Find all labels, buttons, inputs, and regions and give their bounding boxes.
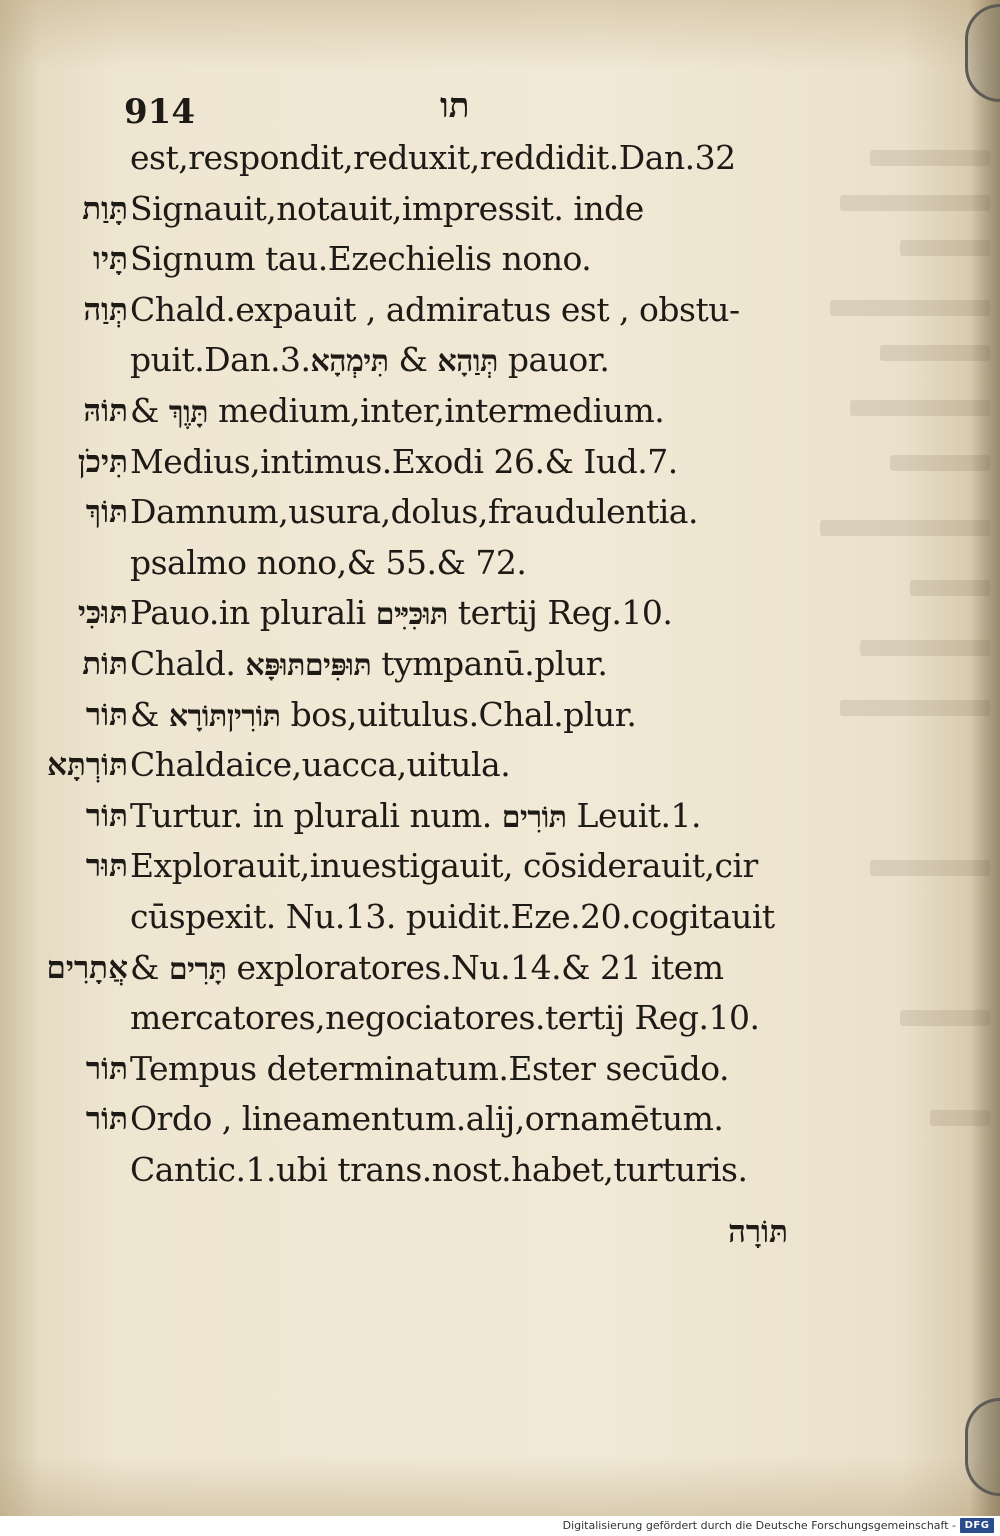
inline-hebrew: תּוּכִּיִּים xyxy=(375,597,448,632)
entry-line xyxy=(130,189,644,229)
entry-line xyxy=(130,543,526,583)
headword-hebrew: אֲתָרִים xyxy=(46,950,128,986)
headword-hebrew: תּוֹר xyxy=(85,1051,128,1087)
headword-hebrew: תּוֹר xyxy=(85,798,128,834)
entry-line xyxy=(130,1049,729,1089)
entry-line xyxy=(130,239,591,279)
entry-line xyxy=(130,138,736,178)
entry-text: Ordo , lineamentum.alij,ornamētum. xyxy=(130,1099,724,1138)
entry-text: medium,inter,intermedium. xyxy=(208,391,665,430)
headword-hebrew: תָּיו xyxy=(93,241,128,277)
entry-text: & xyxy=(130,695,169,734)
entry-text: puit.Dan.3. xyxy=(130,340,311,379)
footer-credit: Digitalisierung gefördert durch die Deutsche Forschungsgemeinschaft - xyxy=(562,1519,956,1532)
entry-line xyxy=(130,1099,723,1139)
entry-text: Turtur. in plurali num. xyxy=(130,796,502,835)
entry-text: Tempus determinatum.Ester secūdo. xyxy=(130,1049,730,1088)
headword-hebrew: תּוּכִּי xyxy=(77,595,128,631)
entry-text: cūspexit. Nu.13. puidit.Eze.20.cogitauit xyxy=(130,897,775,936)
entry-text: Medius,intimus.Exodi 26.& Iud.7. xyxy=(130,442,678,481)
entry-text: & xyxy=(130,948,169,987)
headword-hebrew: תִּיכֹן xyxy=(77,444,128,480)
entry-text: Cantic.1.ubi trans.nost.habet,turturis. xyxy=(130,1150,748,1189)
inline-hebrew: תָּרִים xyxy=(168,952,227,987)
entry-text: Explorauit,inuestigauit, cōsiderauit,cir xyxy=(130,846,758,885)
entry-line xyxy=(130,796,701,838)
footer-bar xyxy=(0,1516,1000,1536)
headword-hebrew: תּוֹת xyxy=(82,646,128,682)
entry-line xyxy=(130,492,698,532)
inline-hebrew: תָּוֶךְ xyxy=(168,395,209,430)
headword-hebrew: תּוֹהּ xyxy=(83,393,128,429)
headword-hebrew: תּוֹךְ xyxy=(85,494,128,530)
entry-line xyxy=(130,846,758,886)
headword-hebrew: תְּוַה xyxy=(83,292,128,328)
running-head: תו xyxy=(440,86,470,126)
entry-line xyxy=(130,1150,747,1190)
entry-text: est,respondit,reduxit,reddidit.Dan.32 xyxy=(130,138,736,177)
entry-line xyxy=(130,948,724,990)
entry-line xyxy=(130,644,607,686)
entry-line xyxy=(130,391,664,433)
dfg-logo: DFG xyxy=(960,1518,994,1533)
entry-line xyxy=(130,998,760,1038)
entry-text: bos,uitulus.Chal.plur. xyxy=(280,695,637,734)
entry-text: mercatores,negociatores.tertij Reg.10. xyxy=(130,998,760,1037)
entry-text: Signum tau.Ezechielis nono. xyxy=(130,239,592,278)
entry-text: Damnum,usura,dolus,fraudulentia. xyxy=(130,492,698,531)
headword-hebrew: תּוֹר xyxy=(85,1101,128,1137)
entry-text: Pauo.in plurali xyxy=(130,593,376,632)
entry-line xyxy=(130,290,740,330)
inline-hebrew: תּוּפִּים xyxy=(304,648,372,683)
entry-line xyxy=(130,593,672,635)
entry-line xyxy=(130,897,775,937)
headword-hebrew: תּוּר xyxy=(85,848,128,884)
entry-text: exploratores.Nu.14.& 21 item xyxy=(226,948,724,987)
entry-line xyxy=(130,442,678,482)
inline-hebrew: תּוֹרִים xyxy=(501,800,567,835)
entry-text: Chald. xyxy=(130,644,246,683)
page-number: 914 xyxy=(124,92,195,132)
entry-line xyxy=(130,745,510,785)
inline-hebrew: תּוֹרִין xyxy=(226,699,281,734)
entry-text: Chald.expauit , admiratus est , obstu- xyxy=(130,290,740,329)
entry-text: & xyxy=(388,340,438,379)
entry-text: Chaldaice,uacca,uitula. xyxy=(130,745,511,784)
entry-text: psalmo nono,& 55.& 72. xyxy=(130,543,527,582)
inline-hebrew: תְּוַהָא xyxy=(437,344,498,379)
headword-hebrew: תּוֹרְתָּא xyxy=(47,747,128,783)
entry-text: pauor. xyxy=(497,340,610,379)
entry-text: Signauit,notauit,impressit. inde xyxy=(130,189,644,228)
headword-hebrew: תּוֹר xyxy=(85,697,128,733)
catchword: תּוֹרָה xyxy=(728,1214,788,1250)
headword-hebrew: תָּוַת xyxy=(82,191,128,227)
entry-text: tympanū.plur. xyxy=(371,644,608,683)
entry-text: & xyxy=(130,391,169,430)
inline-hebrew: תּוּפָּא xyxy=(245,648,305,683)
entry-line xyxy=(130,340,609,382)
inline-hebrew: תּוֹרָא xyxy=(168,699,227,734)
entry-text: tertij Reg.10. xyxy=(447,593,673,632)
entry-text: Leuit.1. xyxy=(566,796,702,835)
entry-line xyxy=(130,695,636,737)
inline-hebrew: תִּימְהָא xyxy=(310,344,389,379)
